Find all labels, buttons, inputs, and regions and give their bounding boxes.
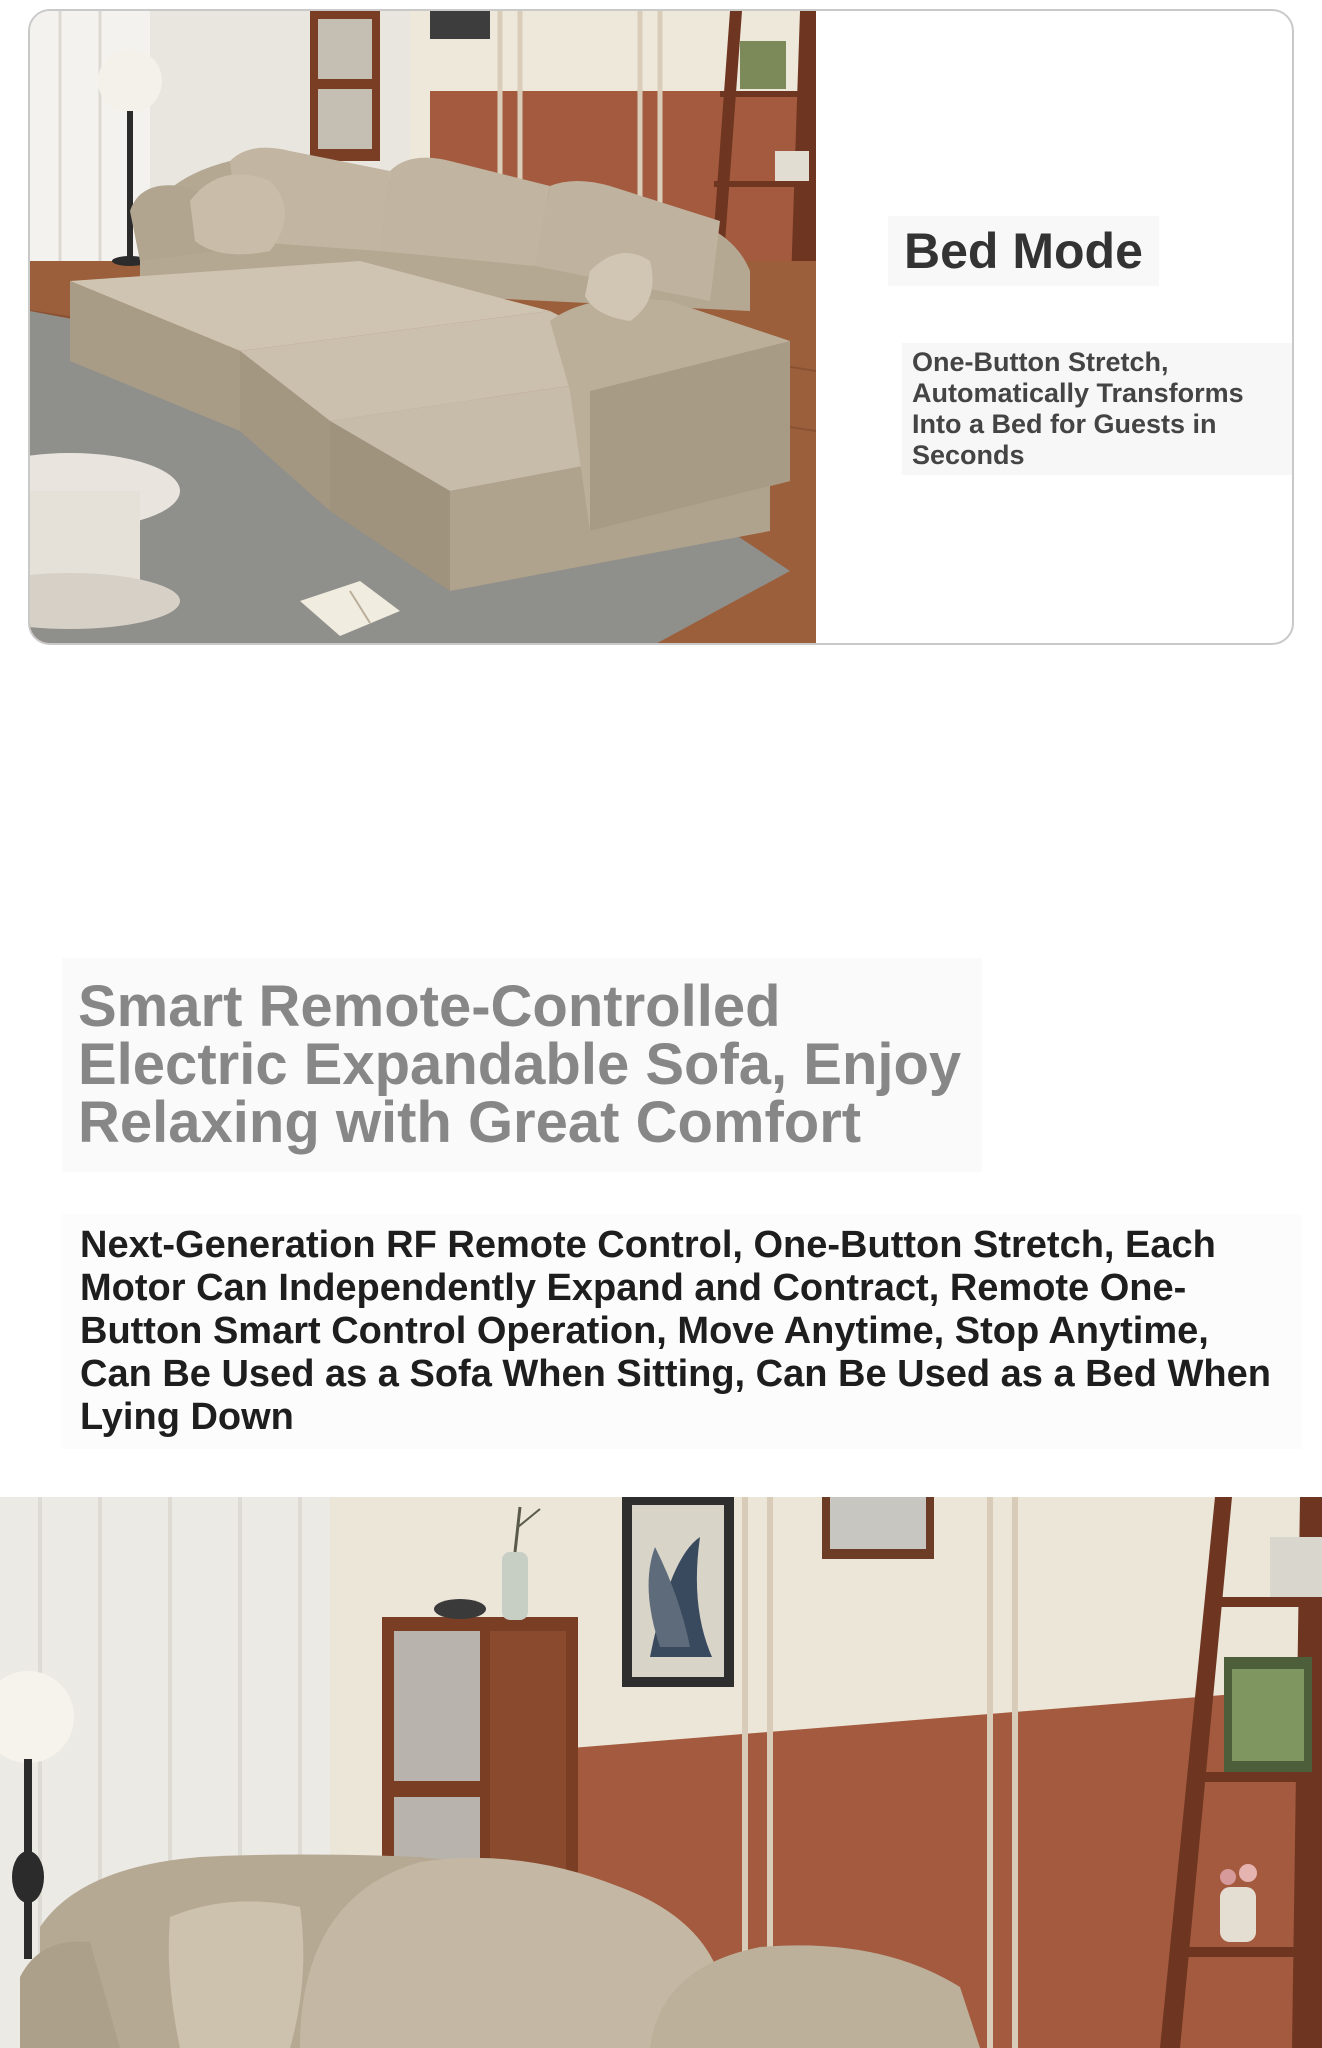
bed-mode-title: Bed Mode [888,216,1159,286]
feature-headline: Smart Remote-Controlled Electric Expandable Sofa, Enjoy Relaxing with Great Comfort [62,958,982,1172]
bed-mode-card [28,9,1294,645]
bed-mode-description: One-Button Stretch, Automatically Transforms Into a Bed for Guests in Seconds [902,343,1294,475]
living-room-sofa-photo [0,1497,1322,2048]
feature-description: Next-Generation RF Remote Control, One-Button Stretch, Each Motor Can Independently Expand and Contract, Remote One-Button Smart Control Operation, Move Anytime, Stop Anytime, Can Be Used as a Sofa When Sitting, Can Be Used as a Bed When Lying Down [62,1214,1302,1449]
sofa-bed-photo [30,11,816,645]
